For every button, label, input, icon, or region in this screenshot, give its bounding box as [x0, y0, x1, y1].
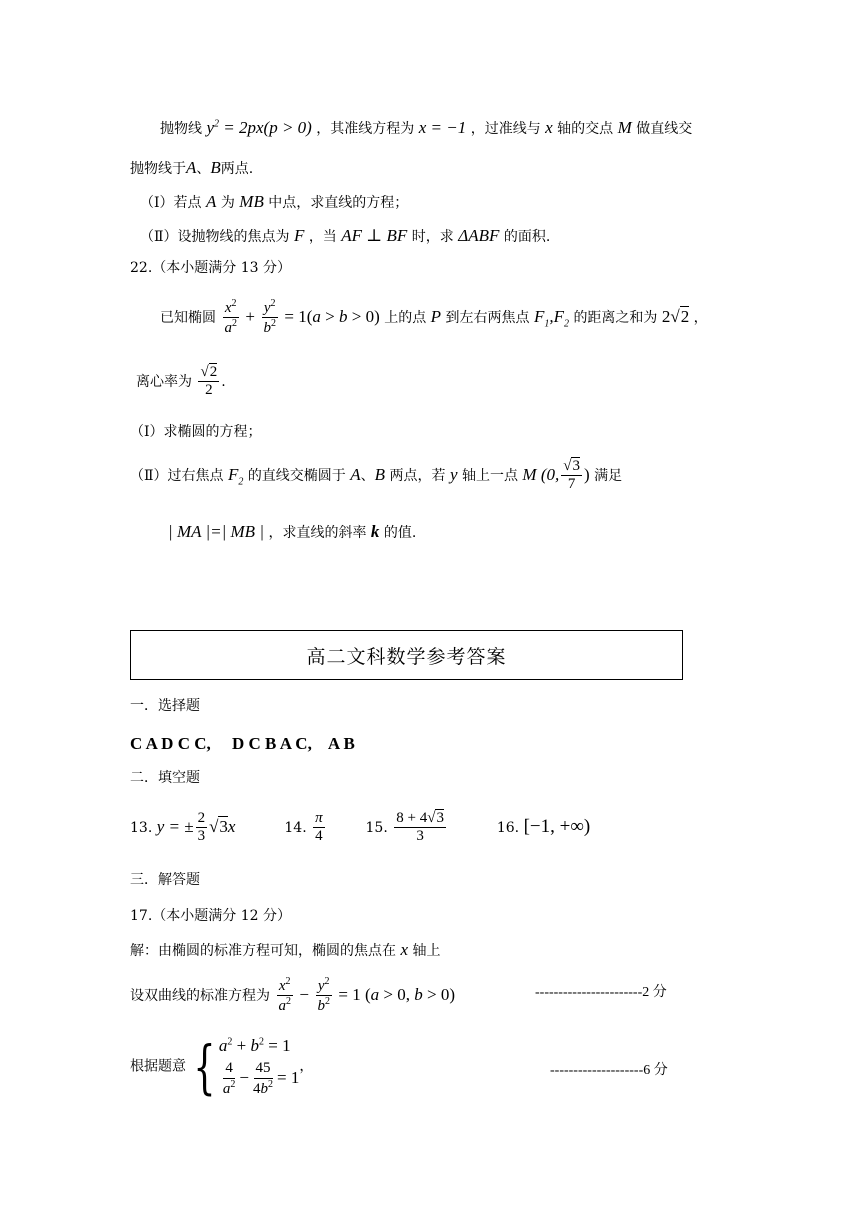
q17-heading: 17.（本小题满分 12 分） [130, 908, 291, 924]
fraction: $\frac{√2}{2}$ [200, 364, 218, 399]
q17-line2: 设双曲线的标准方程为 $\frac{x^2}{a^2}$ − $\frac{y^2}{b^2}$ = 1 (a > 0, b > 0) [130, 976, 455, 1015]
q21-line2: 抛物线于A、B两点. [130, 158, 254, 177]
formula: F [293, 226, 305, 245]
q22-ecc: 离心率为 $\frac{√2}{2}$ . [136, 364, 226, 399]
formula: y [449, 464, 458, 484]
text: 为 [220, 195, 235, 211]
section-choice: 一．选择题 [130, 698, 200, 714]
formula: B [374, 464, 386, 484]
formula: B [210, 158, 221, 177]
formula: x [545, 118, 553, 137]
text: 轴的交点 [557, 121, 614, 137]
q17-score1: -----------------------2 分 [535, 985, 667, 1000]
text: （Ⅱ）过右焦点 [130, 467, 224, 484]
formula: x = −1 [418, 118, 467, 137]
text: 13. [130, 819, 153, 836]
text: ，其准线方程为 [316, 121, 415, 137]
formula: 2√2 [661, 306, 690, 326]
text: 已知椭圆 [160, 309, 216, 326]
brace-symbol: { [193, 1032, 216, 1101]
text: 设双曲线的标准方程为 [130, 987, 270, 1004]
formula: [−1, +∞) [523, 815, 591, 837]
fraction: $\frac{y^2}{b^2}$ [317, 976, 330, 1015]
q17-score2: --------------------6 分 [550, 1063, 668, 1078]
text: 中点，求直线的方程； [268, 195, 409, 211]
text: （Ⅱ）设抛物线的焦点为 [140, 229, 290, 245]
section-fill: 二．填空题 [130, 770, 200, 786]
formula: y = ± [156, 816, 194, 836]
formula: A [350, 464, 361, 484]
text: 满足 [594, 467, 623, 484]
formula: k [370, 522, 380, 541]
q17-line1 [130, 940, 440, 960]
formula: A [205, 192, 217, 211]
q21-line1 [160, 118, 692, 138]
text: C A D C C, D C B A C, A B [130, 734, 355, 753]
formula: $F_2$ [227, 464, 244, 488]
text: ，过准线与 [470, 121, 541, 137]
equation-system: $a^2 + b^2 = 1$ $\frac{4}{a^2}$ − $\frac{45}{4b^2}$ = 1 [218, 1036, 300, 1097]
formula: ΔABF [458, 226, 500, 245]
q21-part1 [140, 192, 408, 212]
text: 抛物线于 [130, 161, 186, 177]
text: ，当 [308, 229, 337, 245]
text: 轴上一点 [461, 467, 518, 484]
text: 14. [284, 819, 307, 836]
text: 两点. [220, 161, 254, 177]
fraction: $\frac{2}{3}$ [197, 810, 206, 845]
formula: M (0, [522, 464, 560, 484]
q22-heading: 22.（本小题满分 13 分） [130, 260, 291, 276]
answer-key-title: 高二文科数学参考答案 [306, 645, 507, 668]
q22-line-last [168, 522, 416, 542]
text: 解：由椭圆的标准方程可知，椭圆的焦点在 [130, 943, 396, 959]
q22-part1: （Ⅰ）求椭圆的方程； [130, 424, 262, 440]
formula: | MA |=| MB | [168, 522, 264, 541]
text: 轴上 [412, 943, 441, 959]
formula: x [400, 940, 408, 959]
q22-line1: 已知椭圆 $\frac{x^2}{a^2}$ + $\frac{y^2}{b^2}$ = 1(a > b > 0) 上的点 P 到左右两焦点 $F_1,F_2$ 的距离之和为 2√2 ， [160, 298, 708, 337]
text: 时，求 [411, 229, 454, 245]
text: 抛物线 [160, 121, 202, 137]
q21-part2 [140, 226, 550, 246]
fraction: $\frac{x^2}{a^2}$ [278, 976, 291, 1015]
formula: $F_1,F_2$ [533, 306, 569, 330]
section-solve: 三．解答题 [130, 872, 200, 888]
choice-answers [130, 734, 355, 754]
text: ，求直线的斜率 [268, 525, 367, 541]
text: 根据题意 [130, 1058, 186, 1075]
formula: $y^2 = 2px(p > 0)$ [206, 118, 312, 137]
text: 上的点 [384, 309, 427, 326]
text: 15. [365, 819, 388, 836]
formula: P [430, 306, 442, 326]
fraction: $\frac{\pi}{4}$ [315, 810, 323, 845]
text: 的直线交椭圆于 [247, 467, 346, 484]
text: （Ⅰ）若点 [140, 195, 202, 211]
fraction: $\frac{x^2}{a^2}$ [224, 298, 237, 337]
fraction: $\frac{y^2}{b^2}$ [263, 298, 276, 337]
fill-answers: 13. y = ± $\frac{2}{3}$ √3x 14. $\frac{\pi}{4}$ 15. $\frac{8 + 4√3}{3}$ 16. [−1, +∞) [130, 810, 591, 845]
q22-part2: （Ⅱ）过右焦点 $F_2$ 的直线交椭圆于 A、B 两点，若 y 轴上一点 M (0, $\frac{√3}{7}$ ) 满足 [130, 458, 623, 493]
formula: AF ⊥ BF [341, 226, 408, 245]
q17-line3: 根据题意 { $a^2 + b^2 = 1$ $\frac{4}{a^2}$ − $\frac{45}{4b^2}$ = 1 ， [130, 1032, 314, 1101]
fraction: $\frac{8 + 4√3}{3}$ [396, 810, 444, 845]
text: 的面积. [503, 229, 551, 245]
formula: MB [239, 192, 264, 211]
text: 16. [496, 819, 520, 836]
text: 做直线交 [636, 121, 693, 137]
text: 到左右两焦点 [445, 309, 530, 326]
text: 离心率为 [136, 373, 192, 390]
text: 两点，若 [389, 467, 446, 484]
formula: A [186, 158, 197, 177]
text: 的值. [383, 525, 417, 541]
answer-key-title-box [130, 630, 683, 680]
text: 的距离之和为 [573, 309, 658, 326]
fraction: $\frac{√3}{7}$ [563, 458, 580, 493]
formula: M [617, 118, 632, 137]
